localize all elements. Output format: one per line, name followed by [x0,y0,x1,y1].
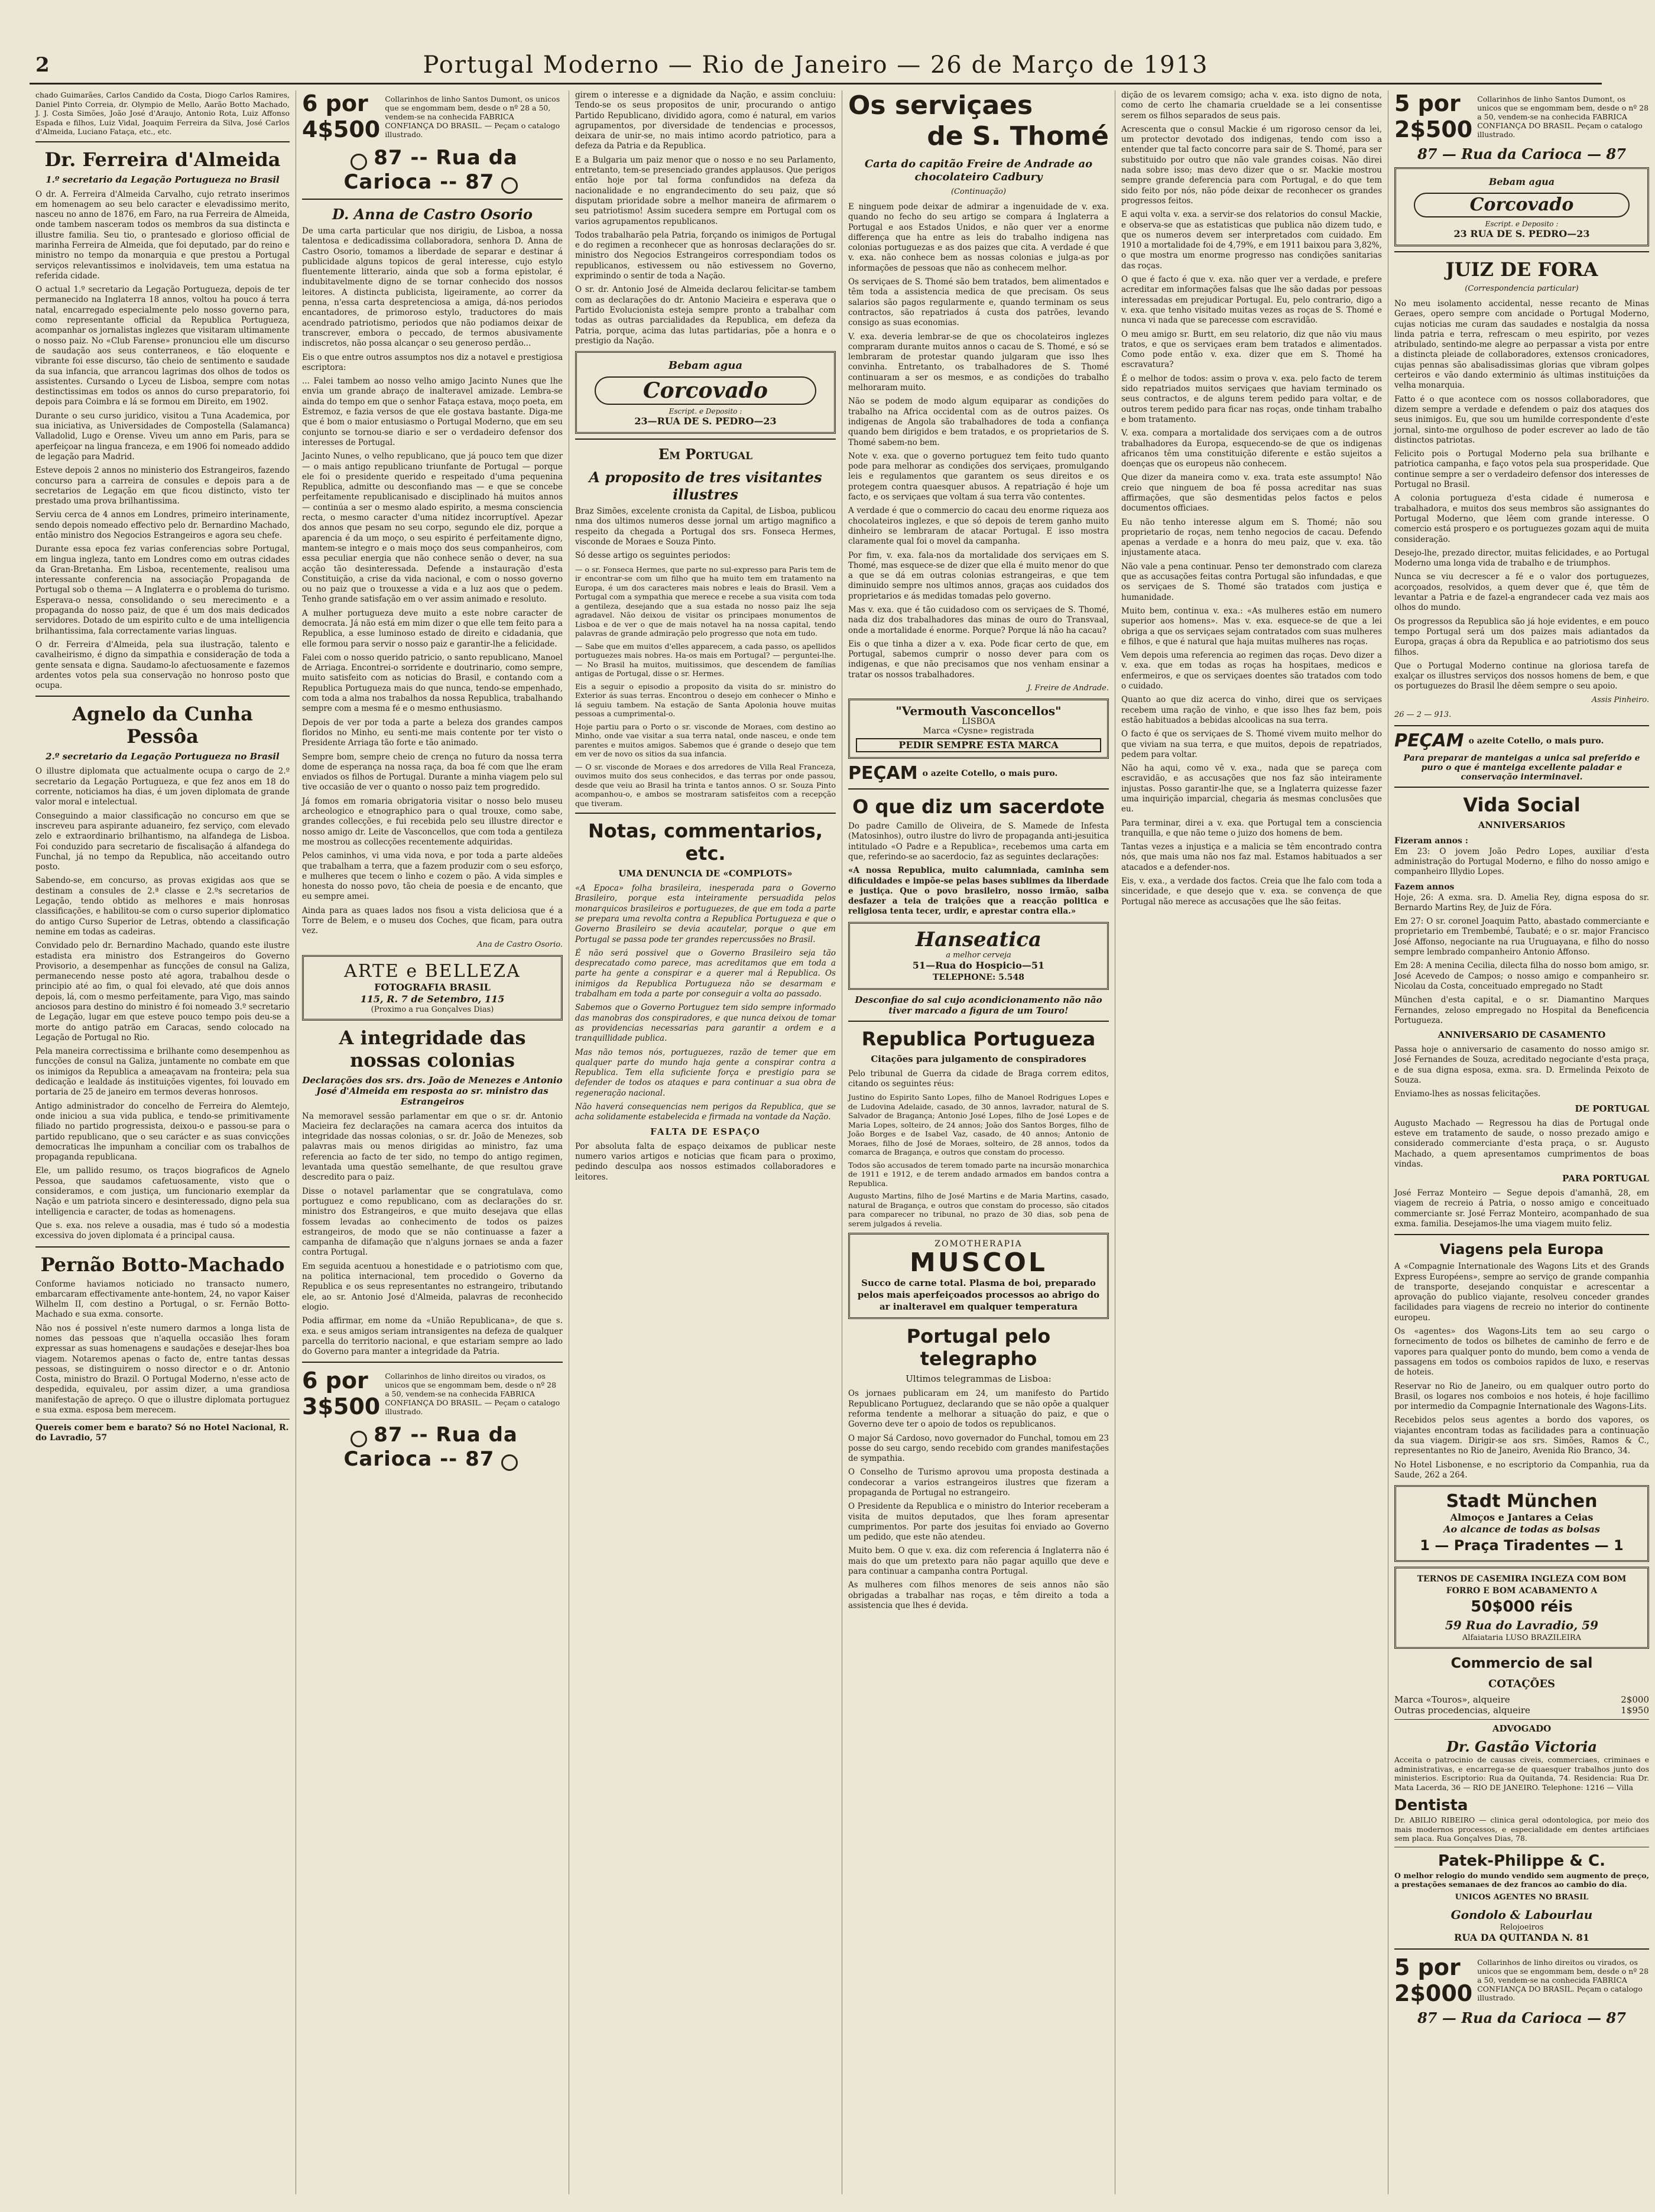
subhead: UNICOS AGENTES NO BRASIL [1455,1892,1589,1902]
ad-address: 87 -- Rua da Carioca -- 87 [343,1423,518,1471]
divider [35,696,290,697]
paragraph: É não será possivel que o Governo Brasileiro seja tão desprecatado como parece, mas acreditamos que em toda a parte ha gente a conspirar e a querer mal á Republica. Os inimigos da Republica Portugueza não se desarmam e trabalham em toda a parte por conseguir a volta ao passado. [575,948,836,999]
ad-line: Relojoeiros [1500,1922,1544,1932]
paragraph: Em 23: O jovem João Pedro Lopes, auxiliar d'esta administração do Portugal Moderno, e filho do nosso amigo e companheiro Illydio Lopes. [1394,846,1649,877]
signature: J. Freire de Andrade. [1027,684,1109,693]
paragraph: Os progressos da Republica são já hoje evidentes, e em pouco tempo Portugal será um dos paizes mais adiantados da Europa, graças á obra da Republica e ao patriotismo dos seus filhos. [1394,616,1649,657]
divider [575,438,836,440]
ad-address: 59 Rua do Lavradio, 59 [1445,1618,1598,1633]
subhead: ANNIVERSARIO DE CASAMENTO [1437,1029,1606,1041]
article-title: Dr. Ferreira d'Almeida [44,148,281,171]
paragraph: O dr. Ferreira d'Almeida, pela sua ilustração, talento e cavalheirismo, é digno da simpathia e consideração de toda a gente sensata e digna. Saudamo-lo afectuosamente e fazemos ardentes votos pela sua conservação no honroso posto que ocupa. [35,639,290,691]
paragraph: Convidado pelo dr. Bernardino Machado, quando este ilustre estadista era ministro dos Estrangeiros do Governo Provisorio, a desempenhar as funcções de consul na Galiza, permanecendo nesse posto até agora, trabalhou desde o principio até ao fim, o qual foi elevado, até que dois annos depois, lá, com o mesmo perfeitamente, para Vigo, mas saindo anciosos para destino do ministro é foi nomeado 3.º secretario de Legação, lugar em que esteve pouco tempo pois deu-se a morte do antigo patrão em Caracas, sendo colocado na Legação de Portugal no Rio. [35,941,290,1042]
columns [30,90,1649,2194]
paragraph: O facto é que os serviçaes de S. Thomé vivem muito melhor do que viviam na sua terra, e que muitos, depois de repatriados, pedem para voltar. [1121,729,1382,759]
paragraph: Pelos caminhos, vi uma vida nova, e por toda a parte aldeões que trabalham a terra, que a fazem produzir com o seu esforço, e mulheres que tecem o linho e cozem o pão. A vida simples e honesta do nosso povo, tão cheia de poesia e de encanto, que eu sempre amei. [302,851,563,902]
paragraph: Não ha aqui, como vê v. exa., nada que se pareça com escravidão, e as accusações que nos faz são inteiramente injustas. Posso garantir-lhe que, se a Inglaterra quizesse fazer uma inquirição imparcial, chegaria ás mesmas conclusões que eu. [1121,764,1382,814]
price-value: 2$000 [1621,1694,1649,1706]
ad-line: ZOMOTHERAPIA [934,1239,1023,1249]
ad-text: Collarinhos de linho Santos Dumont, os unicos que se engommam bem, desde o nº 28 a 50, vendem-se na conhecida FABRICA CONFIANÇA DO BRASIL. Peçam o catalogo illustrado. [1477,94,1649,139]
price-value: 1$950 [1621,1705,1649,1716]
paragraph: E a Bulgaria um paiz menor que o nosso e no seu Parlamento, entretanto, tem-se presenciado grandes applausos. Que perigos então hoje por tal forma confundidos na defeza da nacionalidade e no engrandecimento do seu paiz, que só disputam prioridade sobre a melhor maneira de afirmarem o seu patriotismo! Assim sucedera sempre em Portugal com os varios agrupamentos republicanos. [575,155,836,226]
paragraph: Jacinto Nunes, o velho republicano, que já pouco tem que dizer — o mais antigo republicano triunfante de Portugal — porque ele foi o presidente querido e respeitado d'uma pequenina Republica, admitte ou desconfiando mas — e que se concebe perfeitamente republicanisado e disciplinado há muitos annos — continúa a ser o mesmo alado espirito, a mesma consciencia recta, o mesmo caracter d'uma nitidez incorruptível. Apezar dos annos que pesam no seu corpo, segundo ele diz, porque a aparencia é da um moço, o seu espirito é perfeitamente digno, mantem-se integro e o mais moço dos seus companheiros, com essa peculiar energia que não conhece senão o dever, na sua acção tão desinteressada. Defende a instauração d'esta Constituição, a crise da vida nacional, e com o nosso governo ou no paiz que o trouxesse a vida e a luz aos que o pedem. Tenho grande satisfação em o ver assim animado e resoluto. [302,452,563,605]
ad-address: 87 — Rua da Carioca — 87 [1417,145,1626,163]
water-ad [575,351,836,434]
divider [575,813,836,814]
paragraph: Acceita o patrocinio de causas civeis, commerciaes, criminaes e administrativas, e encarrega-se de quaesquer trabalhos junto dos ministerios. Escriptorio: Rua da Quitanda, 74. Residencia: Rua Dr. Mata Lacerda, 36 — RIO DE JANEIRO. Telephone: 1216 — Villa [1394,1755,1649,1792]
paragraph: Tantas vezes a injustiça e a malicia se têm encontrado contra nós, que mais uma não nos faz mal. Estamos habituados a ser atacados e a defender-nos. [1121,842,1382,872]
paragraph: Mas não temos nós, portuguezes, razão de temer que em qualquer parte do mundo haja gente a conspirar contra a Republica. Tem ella suficiente força e prestigio para se defender de todos os ataques e para continuar a sua obra de regeneração nacional. [575,1047,836,1098]
ad-line: Almoços e Jantares a Ceias [1450,1512,1594,1524]
paragraph: Eis, v. exa., a verdade dos factos. Creia que lhe falo com toda a sinceridade, e que desejo que v. exa. se convença de que Portugal não merece as accusações que lhe são feitas. [1121,876,1382,907]
paragraph: O meu amigo sr. Burtt, em seu relatorio, diz que não viu maus tratos, e que os serviçaes eram bem tratados e alimentados. Como pode então v. exa. dizer que em S. Thomé ha escravatura? [1121,329,1382,370]
paragraph: E aqui volta v. exa. a servir-se dos relatorios do consul Mackie, e observa-se que as estatisticas que publica não dizem tudo, e que os numeros devem ser interpretados com cuidado. Em 1910 a mortalidade foi de 4,79%, e em 1911 baixou para 3,82%, o que mostra um enorme progresso nas condições sanitarias das roças. [1121,210,1382,271]
article-title: Notas, commentarios, etc. [588,820,823,865]
ad-line: (Proximo a rua Gonçalves Dias) [371,1005,494,1014]
paragraph: O major Sá Cardoso, novo governador do Funchal, tomou em 23 posse do seu cargo, sendo recebido com grandes manifestações de sympathia. [848,1433,1109,1464]
page-header [30,47,1602,85]
article-title: Commercio de sal [1450,1655,1593,1672]
paragraph: Que s. exa. nos releve a ousadia, mas é tudo só a modestia excessiva do joven diplomata é a principal causa. [35,1220,290,1241]
ad-title: Hanseatica [915,927,1042,951]
ad-line: Gondolo & Labourlau [1450,1907,1593,1922]
signature: Assis Pinheiro. [1591,695,1649,704]
paragraph: Muito bem, continua v. exa.: «As mulheres estão em numero superior aos homens». Mas v. exa. esquece-se de que a lei obriga a que os serviçaes sejam contratados com suas mulheres e filhos, e que é natural que haja muitas mulheres nas roças. [1121,606,1382,647]
article-title: Portugal pelo telegrapho [906,1325,1051,1370]
paragraph: Quanto ao que diz acerca do vinho, direi que os serviçaes recebem uma ração de vinho, e que isso lhes faz bem, pois estão habituados a bebidas alcoolicas na sua terra. [1121,695,1382,725]
ad-price: 50$000 réis [1471,1598,1573,1616]
subhead: COTAÇÕES [1488,1678,1556,1691]
paragraph: Não vale a pena continuar. Penso ter demonstrado com clareza que as accusações feitas contra Portugal são infundadas, e que os serviçaes de S. Thomé são tratados com justiça e humanidade. [1121,561,1382,602]
paragraph: Podia affirmar, em nome da «União Republicana», de que s. exa. e seus amigos seriam intransigentes na defeza de qualquer parcella do territorio nacional, e que estariam sempre ao lado do Governo para manter a integridade da Patria. [302,1316,563,1357]
salt-slogan: Desconfiae do sal cujo acondicionamento não não tiver marcado a figura de um Touro! [855,994,1102,1016]
column-3 [569,90,842,2194]
paragraph: Pela maneira correctissima e brilhante como desempenhou as funcções de consul na Galiza, juntamente no combate em que os inimigos da Republica a ameaçavam na fronteira; pela sua dedicação e lealdade ás instituições vigentes, foi louvado em portaria de 25 de janeiro em termos deveras honrosos. [35,1047,290,1097]
muscol-ad [848,1233,1109,1319]
ad-title: Dr. Gastão Victoria [1446,1738,1597,1756]
paragraph: Eis o que tinha a dizer a v. exa. Pode ficar certo de que, em Portugal, sabemos cumprir o nosso dever para com os indigenas, e que não precisamos que nos venham ensinar a tratar os nossos trabalhadores. [848,639,1109,680]
paragraph: Para terminar, direi a v. exa. que Portugal tem a consciencia tranquilla, e que não teme o juizo dos homens de bem. [1121,818,1382,838]
ad-line: Ao alcance de todas as bolsas [1443,1524,1600,1535]
price-row [1394,1694,1649,1705]
paragraph: Sabendo-se, em concurso, as provas exigidas aos que se destinam a consules de 2.ª classe e 2.ºs secretarios de Legação, tendo obtido as melhores e mais honrosas classificações, e habilitou-se com o curso superior diplomatico do antigo Curso Superior de Letras, obtendo a classificação nemine em todas as cadeiras. [35,876,290,937]
paragraph: Esteve depois 2 annos no ministerio dos Estrangeiros, fazendo concurso para a carreira de consules e depois para a de secretarios de Legação em que ficou distincto, visto ter prestado uma prova brilhantissima. [35,466,290,506]
paragraph: Fatto é o que acontece com os nossos collaboradores, que dizem sempre a verdade e defendem o paiz dos ataques dos seus inimigos. Eu, que sou um humilde correspondente d'este jornal, sinto-me orgulhoso de poder escrever ao lado de tão distinctos patriotas. [1394,394,1649,445]
ad-title: Corcovado [1414,193,1630,217]
paragraph: Dr. ABILIO RIBEIRO — clinica geral odontologica, por meio dos mais modernos processos, e especialidade em dentes artificiaes sem placa. Rua Gonçalves Dias, 78. [1394,1815,1649,1843]
divider [1394,1719,1649,1720]
vermouth-ad [848,699,1109,759]
paragraph: O actual 1.º secretario da Legação Portugueza, depois de ter permanecido na Inglaterra 18 annos, voltou ha pouco á terra natal, encarregado especialmente pelo nosso governo para, como representante official da Republica Portugueza, acompanhar os jornalistas inglezes que visitaram ultimamente o nosso paiz. No «Club Farense» pronunciou elle um discurso de saudação aos seus conterraneos, e tão eloquente e vibrante foi esse discurso, tão cheio de sentimento e saudade da sua infancia, que arrancou lagrimas dos olhos de todos os assistentes. Cursando o Lyceu de Lisboa, sempre com notas destinctissimas em todos os annos do curso preparatorio, foi depois para Coimbra e lá se formou em Direito, em 1902. [35,285,290,407]
paragraph: Eis a seguir o episodio a proposito da visita do sr. ministro do Exterior ás suas terras. Encontrou o desejo em conhecer o Minho e lá seguiu tambem. Na estação de Santa Apolonia houve muitas pessoas a cumprimental-o. [575,681,836,719]
ad-line: 51—Rua do Hospicio—51 [912,959,1045,971]
ad-line: Marca «Cysne» registrada [923,726,1034,736]
article-subtitle: Citações para julgamento de conspiradores [871,1053,1086,1064]
paragraph: A colonia portugueza d'esta cidade é numerosa e trabalhadora, e muitos dos seus membros são assignantes do Portugal Moderno, que lêem com grande interesse. O comercio está prospero e os portuguezes gozam aqui de muita consideração. [1394,493,1649,544]
divider [1394,787,1649,788]
paragraph: Em 27: O sr. coronel Joaquim Patto, abastado commerciante e proprietario em Trembembé, Taubaté; e o sr. major Francisco José Affonso, negociante na rua Uruguayana, e filho do nosso sempre lembrado companheiro Antonio Affonso. [1394,917,1649,957]
paragraph: Pelo tribunal de Guerra da cidade de Braga correm editos, citando os seguintes réus: [848,1068,1109,1089]
page-number: 2 [35,53,50,77]
paragraph: E ninguem pode deixar de admirar a ingenuidade de v. exa. quando no fecho do seu artigo se compara á Inglaterra a Portugal e aos Estados Unidos, e não quer ver a enorme differença que ha entre as leis do trabalho indigena nas colonias portuguezas e as dos paizes que cita. A verdade é que v. exa. não conhece bem as nossas colonias e julga-as por informações de pessoas que não as conhecem melhor. [848,202,1109,273]
paragraph: Serviu cerca de 4 annos em Londres, primeiro interinamente, sendo depois nomeado effectivo pelo dr. Bernardino Machado, então ministro dos Negocios Estrangeiros e agora seu chefe. [35,510,290,540]
paragraph: De uma carta particular que nos dirigiu, de Lisboa, a nossa talentosa e dedicadissima collaboradora, senhora D. Anna de Castro Osorio, tomamos a liberdade de separar e destinar á publicidade alguns topicos de geral interesse, cujo estylo fluentemente litterario, ainda que sob a forma epistolar, é indubitavelmente digno de se tornar conhecido dos nossos leitores. A distincta publicista, ligeiramente, ao correr da penna, n'essa carta despretenciosa a amiga, dá-nos periodos encantadores, de primoroso estylo, traductores do mais acendrado patriotismo, periodos que não podiamos deixar de transcrever, embora o peccado, de termos abusivamente indiscretos, não possa alcançar o seu generoso perdão... [302,226,563,349]
paragraph: Nunca se viu decrescer a fé e o valor dos portuguezes, acorçoados, resolvidos, a quem dever que é, que têm de levantar a Patria e de fazel-a engrandecer cada vez mais aos olhos do mundo. [1394,572,1649,613]
paragraph: Por absoluta falta de espaço deixamos de publicar neste numero varios artigos e noticias que ficam para o proximo, pedindo desculpa aos nossos estimados collaboradores e leitores. [575,1141,836,1182]
ad-address-row [1394,2010,1649,2026]
paragraph: No Hotel Lisbonense, e no escriptorio da Companhia, rua da Saude, 262 a 264. [1394,1460,1649,1480]
paragraph: Enviamo-lhes as nossas felicitações. [1394,1089,1541,1099]
ad-line: Para preparar de manteigas a unica sal preferido e puro o que é manteiga excellente paladar e conservação interminavel. [1403,753,1640,782]
hotel-ad: Quereis comer bem e barato? Só no Hotel Nacional, R. do Lavradio, 57 [35,1423,289,1443]
ad-line: o azeite Cotello, o mais puro. [1468,736,1604,746]
restaurant-ad [1394,1485,1649,1562]
ad-line: Succo de carne total. Plasma de boi, preparado pelos mais aperfeiçoados processos ao abrigo do ar inalteravel em qualquer temperatura [857,1278,1100,1313]
article-title: A integridade das nossas colonias [339,1026,526,1071]
divider [35,1419,290,1420]
paragraph: Disse o notavel parlamentar que se congratulava, como portuguez e como republicano, com as declarações do sr. ministro dos Estrangeiros, e que muito desejava que ellas fossem levadas ao conhecimento de todos os paizes estrangeiros, de modo que se não continuasse a fazer a campanha de difamação que n'alguns jornaes se anda a fazer contra Portugal. [302,1186,563,1258]
article-title: JUIZ DE FORA [1445,258,1598,281]
paragraph: Não se podem de modo algum equiparar as condições do trabalho na Africa occidental com as de outros paizes. Os indigenas de Angola são trabalhadores de toda a confiança quando bem dirigidos e bem tratados, e os proprietarios de S. Thomé sabem-no bem. [848,397,1109,447]
divider [848,788,1109,790]
column-4 [842,90,1115,2194]
paragraph: «A nossa Republica, muito calumniada, caminha sem dificuldades e impõe-se pelas bases sublimes da liberdade e justiça. Que o povo brasileiro, nosso irmão, saiba desfazer a teia de traições que a reacção politica e religiosa tenta tecer, urdir, e aprestar contra ella.» [848,866,1109,917]
paragraph: Justino do Espirito Santo Lopes, filho de Manoel Rodrigues Lopes e de Ludovina Adelaide, casado, de 30 annos, lavrador, natural de S. Salvador de Bragança; Antonio José Lopes, filho de José Lopes e de Maria Lopes, solteiro, de 24 annos; João dos Santos Borges, filho de João Borges e de Isabel Vaz, casado, de 40 annos; Antonio de Moraes, filho de José de Moraes, solteiro, de 28 annos, todos da comarca de Bragança, e outros que constam do processo. [848,1093,1109,1157]
paragraph: Falei com o nosso querido patricio, o santo republicano, Manoel de Arriaga. Encontrei-o sorridente e doutrinario, como sempre, muito satisfeito com as noticias do Brasil, e contando com a Republica Portugueza mais do que nunca, tendo-se empenhado, com toda a alma nos trabalhos da nossa Republica, trabalhando sempre com a mesma fé e o mesmo enthusiasmo. [302,652,563,714]
paragraph: Em seguida acentuou a honestidade e o patriotismo com que, na politica internacional, tem procedido o Governo da Republica e os seus representantes no estrangeiro, tributando ele, ao sr. Antonio José d'Almeida, palavras de reconhecido elogio. [302,1261,563,1312]
column-6 [1388,90,1655,2194]
paragraph: «A Epoca» folha brasileira, inesperada para o Governo Brasileiro, porque esta inteiramente persuadida pelos monarquicos brasileiros e portuguezes, de que em toda a parte se prepara uma revolta contra a Republica Portugueza e que o Governo Brasileiro se devia acautelar, porque o que em Portugal se passa pode ter grandes repercussões no Brasil. [575,883,836,944]
article-title: Republica Portugueza [861,1027,1096,1050]
paragraph: Muito bem. O que v. exa. diz com referencia á Inglaterra não é mais do que um pretexto para não pagar aquillo que deve e para continuar a campanha contra Portugal. [848,1546,1109,1577]
ad-address: 87 -- Rua da Carioca -- 87 [343,146,518,194]
subhead: DE PORTUGAL [1575,1103,1649,1114]
paragraph: O dr. A. Ferreira d'Almeida Carvalho, cujo retrato inserimos em homenagem ao seu belo caracter e elevadissimo merito, nasceu no anno de 1876, em Faro, na rua Ferreira de Almeida, onde tambem nasceram todos os membros da sua distincta e illustre familia. Seu tio, o prantesado e glorioso official de marinha Ferreira de Almeida, que foi deputado, par do reino e ministro no tempo da monarquia e que prestou a Portugal serviços relevantissimos e inolvidaveis, tem uma estatua na referida cidade. [35,189,290,281]
ad-title: Dentista [1394,1797,1468,1815]
paragraph: Augusto Martins, filho de José Martins e de Maria Martins, casado, natural de Bragança, e outros que constam do processo, são citados para comparecer no tribunal, no prazo de 30 dias, sob pena de serem julgados á revelia. [848,1191,1109,1228]
paragraph: Durante o seu curso juridico, visitou a Tuna Academica, por sua iniciativa, as Universidades de Compostella (Salamanca) Valladolid, Lugo e Orense. Viveu um anno em Paris, para se aperfeiçoar na lingua franceza, e em 1906 foi nomeado addido de legação para Madrid. [35,411,290,462]
section-title: Em Portugal [658,446,753,463]
ornament-icon [501,1454,518,1471]
guest-list: chado Guimarães, Carlos Candido da Costa, Diogo Carlos Ramires, Daniel Pinto Correia, dr. Olympio de Mello, Aarão Botto Machado, J. J. Costa Simões, João José d'Araujo, Antonio Rota, Luiz Affonso Espada e filhos, Luiz Vidal, Joaquim Ferreira da Silva, José Carlos d'Almeida, Luciano Fataça, etc., etc. [35,90,290,136]
divider [35,141,290,142]
subhead: ANNIVERSARIOS [1478,819,1566,830]
paragraph: Não haverá consequencias nem perigos da Republica, que se acha solidamente estabelecida e firmada na vontade da Nação. [575,1102,836,1122]
article-title: D. Anna de Castro Osorio [332,206,533,223]
paragraph: O melhor relogio do mundo vendido sem augmento de preço, a prestações semanaes de dez francos ao cambio do dia. [1394,1870,1649,1889]
subhead: ADVOGADO [1492,1723,1552,1734]
collar-ad [1394,1954,1649,2006]
divider [35,1246,290,1248]
ad-line: PEDIR SEMPRE ESTA MARCA [856,738,1101,752]
paragraph: — o sr. Fonseca Hermes, que parte no sul-expresso para Paris tem de ir encontrar-se com um filho que ha muito tem em tratamento na Europa, é um dos caracteres mais nobres e leais do Brasil. Vem a Portugal com a sympathia que merece e recebe a sua visita com toda a gentileza, desejando que a sua estada no nosso paiz lhe seja agradavel. Não deixou de visitar os principaes monumentos de Lisboa e de ver o que de mais notavel ha na nossa capital, tendo palavras de grande admiração pelo progresso que nota em tudo. [575,564,836,638]
ornament-icon [351,154,367,170]
paragraph: Já fomos em romaria obrigatoria visitar o nosso belo museu archeologico e etnographico para o qual trouxe, como sabe, grandes collecções, e fui recebida pelo seu illustre director e nosso amigo dr. Leite de Vasconcellos, que com toda a gentileza me mostrou as collecções recentemente adquiridas. [302,796,563,847]
paragraph: Sabemos que o Governo Portuguez tem sido sempre informado das manobras dos conspiradores, e que nunca deixou de tomar as providencias necessarias para garantir a ordem e a tranquillidade publica. [575,1003,836,1044]
divider [1394,251,1649,252]
paragraph: O Conselho de Turismo aprovou uma proposta destinada a condecorar a varios estrangeiros ilustres que fizeram a propaganda de Portugal no estrangeiro. [848,1467,1109,1498]
paragraph: — O sr. visconde de Moraes e dos arredores de Villa Real Franceza, ouvimos muito dos seus conhecidos, e das terras por onde passou, desde que veiu ao Brasil ha trinta e tantos annos. O sr. Souza Pinto acompanhou-o, e ambos se mostraram satisfeitos com a recepção que tiveram. [575,762,836,808]
continuation-note: (Continuação) [950,187,1007,196]
paragraph: Passa hoje o anniversario de casamento do nosso amigo sr. José Fernandes de Souza, acreditado negociante d'esta praça, e de sua digna esposa, exma. sra. D. Ermelinda Peixoto de Souza. [1394,1045,1649,1086]
ornament-icon [351,1431,367,1447]
ad-line: 1 — Praça Tiradentes — 1 [1420,1537,1624,1554]
ad-title: Stadt München [1446,1491,1598,1512]
divider [1394,1234,1649,1235]
ad-address: 87 — Rua da Carioca — 87 [1417,2009,1626,2026]
paragraph: Antigo administrador do concelho de Ferreira do Alemtejo, onde iniciou a sua vida publica, e tendo-se primitivamente filiado no partido progressista, deixou-o e passou-se para o partido republicano, que o seu carácter e as suas convicções democraticas lhe impunham a conciliar com os trabalhos de propaganda republicana. [35,1101,290,1162]
paragraph: Conforme haviamos noticiado no transacto numero, embarcaram effectivamente ante-hontem, 24, no vapor Kaiser Wilhelm II, com destino a Portugal, o sr. Fernão Botto-Machado e sua exma. consorte. [35,1279,290,1320]
paragraph: Vem depois uma referencia ao regimen das roças. Devo dizer a v. exa. que em todas as roças ha hospitaes, medicos e enfermeiros, e que os serviçaes doentes são tratados com todo o cuidado. [1121,651,1382,691]
header-title: Portugal Moderno — Rio de Janeiro — 26 de Março de 1913 [423,51,1209,79]
paragraph: O Presidente da Republica e o ministro do Interior receberam a visita de muitos deputados, que lhes foram apresentar cumprimentos. Por parte dos jesuitas foi enviado ao Governo um pedido, que este não atendeu. [848,1502,1109,1542]
article-subtitle: Ultimos telegrammas de Lisboa: [906,1373,1052,1385]
collar-ad [302,90,563,142]
ad-line: TELEPHONE: 5.548 [933,972,1024,982]
ad-title: PEÇAM [848,763,918,784]
price-row [1394,1705,1649,1716]
paragraph: Do padre Camillo de Oliveira, de S. Mamede de Infesta (Matosinhos), outro ilustre do livro de propaganda anti-jesuitica intitulado «O Padre e a Republica», recebemos uma carta em que, referindo-se ao sacerdocio, faz as seguintes declarações: [848,821,1109,862]
paragraph: José Ferraz Monteiro — Segue depois d'amanhã, 28, em viagem de recreio á Patria, o nosso amigo e conceituado commerciante sr. José Ferraz Monteiro, acompanhado de sua exma. familia. Desejamos-lhe uma viagem muito feliz. [1394,1188,1649,1229]
ad-line: 115, R. 7 de Setembro, 115 [360,993,505,1005]
paragraph: Todos trabalharão pela Patria, forçando os inimigos de Portugal e do regimen a reconhecer que as honrosas declarações do sr. ministro dos Negocios Estrangeiros correspondiam todos os republicanos, estivessem ou não estivessem no Governo, exprimindo o sentir de toda a Nação. [575,230,836,281]
article-subtitle: 1.º secretario da Legação Portugueza no Brasil [46,174,280,185]
article-subtitle: Declarações dos srs. drs. João de Menezes e Antonio José d'Almeida em resposta ao sr. ministro das Estrangeiros [302,1074,563,1107]
price-label: Outras procedencias, alqueire [1394,1705,1530,1716]
paragraph: Que dizer da maneira como v. exa. trata este assumpto! Não creio que ninguem de boa fé possa acreditar nas suas affirmações, que são desmentidas pelos factos e pelos documentos officiaes. [1121,473,1382,514]
water-ad [1394,167,1649,246]
paragraph: Desejo-lhe, prezado director, muitas felicidades, e ao Portugal Moderno uma longa vida de trabalho e de triumphos. [1394,548,1649,569]
paragraph: Na memoravel sessão parlamentar em que o sr. dr. Antonio Macieira fez declarações na camara acerca dos intuitos da integridade das nossas colonias, o sr. dr. João de Menezes, sob palavras mais ou menos dirigidas ao ministro, faz uma referencia ao facto de ter sido, no tempo do antigo regimen, levantada uma questão semelhante, de que resultou grave descredito para o paiz. [302,1111,563,1183]
ad-line: LISBOA [962,717,995,727]
olive-oil-ad [1394,731,1649,751]
paragraph: Os jornaes publicaram em 24, um manifesto do Partido Republicano Portuguez, declarando que se não opõe a qualquer reforma tendente a melhorar a situação do paiz, e que o Governo deve ter o apoio de todos os republicanos. [848,1389,1109,1430]
paragraph: Depois de ver por toda a parte a beleza dos grandes campos floridos no Minho, eu senti-me mais contente por ter visto o Presidente Arriaga tão forte e tão animado. [302,717,563,748]
ad-price: 6 por 4$500 [302,90,381,142]
column-2 [296,90,569,2194]
paragraph: Sempre bom, sempre cheio de crença no futuro da nossa terra dome de esperança na nossa raça, da boa fé com que lhe eram enviados os filhos de Portugal. Durante a minha viagem pelo sul tive occasião de ver o quanto o nosso paiz tem progredido. [302,752,563,792]
paragraph: Augusto Machado — Regressou ha dias de Portugal onde esteve em tratamento de saude, o nosso prezado amigo e considerado commerciante d'esta praça, o sr. Augusto Machado, a quem apresentamos cumprimentos de boas vindas. [1394,1118,1649,1169]
paragraph: Hoje, 26: A exma. sra. D. Amelia Rey, digna esposa do sr. Bernardo Martins Rey, de Juiz de Fóra. [1394,892,1649,912]
ad-title: ARTE e BELLEZA [344,960,521,982]
paragraph: Os serviçaes de S. Thomé são bem tratados, bem alimentados e têm toda a assistencia medica de que precisam. Os seus salarios são pagos regularmente e, quando terminam os seus contractos, são repatriados á custa dos patrões, levando consigo as suas economias. [848,277,1109,328]
paragraph: Mas v. exa. que é tão cuidadoso com os serviçaes de S. Thomé, nada diz dos trabalhadores das minas de ouro do Transvaal, onde a mortalidade é enorme. Porque? Porque lá não ha cacau? [848,605,1109,635]
ad-line: Escript. e Deposito : [1485,220,1559,228]
ad-price: 5 por 2$000 [1394,1954,1473,2006]
paragraph: München d'esta capital, e o sr. Diamantino Marques Fernandes, zeloso empregado no Hospital da Beneficencia Portugueza. [1394,995,1649,1025]
ad-text: Collarinhos de linho direitos ou virados, os unicos que se engommam bem, desde o nº 28 a 50, vendem-se na conhecida FABRICA CONFIANÇA DO BRASIL. Peçam o catalogo illustrado. [1477,1958,1649,2003]
paragraph: Hoje partiu para o Porto o sr. visconde de Moraes, com destino ao Minho, onde vae visitar a sua terra natal, onde nasceu, e onde tem parentes e muitos amigos. Sabemos que é grande o desejo que tem em ver de novo os sitios da sua infancia. [575,722,836,759]
paragraph: Todos são accusados de terem tomado parte na incursão monarchica de 1911 e 1912, e de terem andado armados em bandos contra a Republica. [848,1160,1109,1188]
paragraph: Eu não tenho interesse algum em S. Thomé; não sou proprietario de roças, nem tenho negocios de cacau. Defendo apenas a verdade e a honra do meu paiz, que v. exa. tão injustamente ataca. [1121,517,1382,558]
paragraph: Felicito pois o Portugal Moderno pela sua brilhante e patriotica campanha, e faço votos pela sua prosperidade. Que continue sempre a ser o verdadeiro defensor dos interesses de Portugal no Brasil. [1394,449,1649,490]
divider [302,1362,563,1363]
paragraph: Conseguindo a maior classificação no concurso em que se inscreveu para aspirante aduaneiro, fez serviço, com elevado zelo e extraordinario brilhantismo, na alfandega de Lisboa. Foi conduzido para secretario de fiscalisação á alfandega do Funchal, já no tempo da Republica, não acceitando outro posto. [35,811,290,872]
paragraph: Durante essa epoca fez varias conferencias sobre Portugal, em lingua ingleza, tanto em Londres como em outras cidades da Gran-Bretanha. Em Lisboa, recentemente, realisou uma interessante conferencia na associação Propaganda de Portugal sob o thema — A Inglaterra e o problema do turismo. Esperava-o nessa, consolidando o seu merecimento e a propaganda do nosso paiz, de que é um dos mais dedicados servidores. Dotado de um espirito culto e de uma intelligencia brilhantissima, fala correctamente varias linguas. [35,544,290,636]
article-title: Agnelo da Cunha Pessôa [72,703,253,748]
article-title: Pernão Botto-Machado [40,1253,285,1276]
paragraph: O illustre diplomata que actualmente ocupa o cargo de 2.º secretario da Legação Portugueza, e que fez anos em 18 do corrente, noticiamos ha dias, é um joven diplomata de grande valor moral e intelectual. [35,766,290,807]
paragraph: Braz Simões, excelente cronista da Capital, de Lisboa, publicou nma dos ultimos numeros desse jornal um artigo magnifico a respeito da chegada a Portugal dos srs. Fonseca Hermes, visconde de Moraes e Souza Pinto. [575,506,836,547]
column-5 [1115,90,1388,2194]
paragraph: ... Falei tambem ao nosso velho amigo Jacinto Nunes que lhe envia um grande abraço de inalteravel amizade. Lembra-se ainda do tempo em que o senhor Fataça estava, moço poeta, em Estremoz, e fazia versos de que ele gostava bastante. Diga-me que é bom o maior entusiasmo o Portugal Moderno, que em seu conjunto se tornou-se diario e ser o verdadeiro defensor dos interesses de Portugal. [302,376,563,447]
paragraph: Note v. exa. que o governo portuguez tem feito tudo quanto pode para melhorar as condições dos serviçaes, promulgando leis e regulamentos que garantem os seus direitos e os protegem contra quaesquer abusos. A repatriação é hoje um facto, e os serviçaes que voltam á sua terra vão contentes. [848,451,1109,502]
ad-address-row [1394,146,1649,163]
paragraph: Só desse artigo os seguintes periodos: [575,551,731,561]
ad-title: Patek-Philippe & C. [1438,1852,1605,1870]
ad-line: o azeite Cotello, o mais puro. [922,769,1058,779]
ad-text: Collarinhos de linho direitos ou virados, os unicos que se engommam bem, desde o nº 28 a 50, vendem-se na conhecida FABRICA CONFIANÇA DO BRASIL. — Peçam o catalogo illustrado. [385,1371,560,1416]
article-subtitle: Carta do capitão Freire de Andrade ao chocolateiro Cadbury [864,158,1093,183]
ad-line: a melhor cerveja [946,950,1011,960]
article-subtitle: 2.º secretario da Legação Portugueza no Brasil [46,751,280,762]
article-title: Viagens pela Europa [1439,1241,1604,1258]
paragraph: Ele, um pallido resumo, os traços biograficos de Agnelo Pessoa, que saudamos cafetuosamente, visto que o consideramos, e com justiça, um funcionario exemplar da Nação e um patriota sincero e desinteressado, digno pela sua intelligencia e caracter, de todas as homenagens. [35,1166,290,1217]
ad-title: Corcovado [595,376,816,405]
paragraph: O que é facto é que v. exa. não quer ver a verdade, e prefere acreditar em informações falsas que lhe são dadas por pessoas interessadas em prejudicar Portugal. Eu, pelo contrario, digo a v. exa. que tenho visitado muitas vezes as roças de S. Thomé e nunca vi nada que se parecesse com escravidão. [1121,275,1382,326]
paragraph: No meu isolamento accidental, nesse recanto de Minas Geraes, opero sempre com ancidade o Portugal Moderno, cujas noticias me curam das saudades e nostalgia da nossa linda patria e terra, refrescam o meu espirito, por vezes atribulado, sentindo-me alegre ao perpassar a vista por entre a distincta pleiade de collaboradores, extensos cronicadores, cujas pennas são abalisadissimas glorias que vibram golpes certeiros e vão dando exterminio ás ultimas instituições da velha monarquia. [1394,299,1649,391]
olive-oil-ad [848,764,1109,784]
divider [1394,1948,1649,1950]
ad-line: 23—RUA DE S. PEDRO—23 [634,415,777,427]
dateline: 26 — 2 — 913. [1394,710,1452,719]
subhead: Fizeram annos : [1394,836,1468,846]
paragraph: Não nos é possivel n'este numero darmos a longa lista de nomes das pessoas que n'aquella occasião lhes foram expressar as suas homenagens e saudações e desejar-lhes boa viagem. Notaremos apenas o facto de, entre tantas dessas pessoas, se distinguirem o nosso director e o dr. Antonio Costa, ministro do Brazil. O Portugal Moderno, n'esse acto de despedida, equivaleu, por assim dizer, a uma grandiosa manifestação de apreço. O que o illustre diplomata portuguez e sua exma. esposa bem merecem. [35,1323,290,1415]
article-title: A proposito de tres visitantes illustres [589,469,822,504]
paragraph: As mulheres com filhos menores de seis annos não são obrigadas a trabalhar nas roças, e têm direito a toda a assistencia que lhes é devida. [848,1580,1109,1610]
ad-line: TERNOS DE CASEMIRA INGLEZA COM BOM FORRO E BOM ACABAMENTO A [1417,1574,1627,1596]
paragraph: Por fim, v. exa. fala-nos da mortalidade dos serviçaes em S. Thomé, mas esquece-se de dizer que ella é muito menor do que a que se dá em outras colonias estrangeiras, e que tem diminuido sempre nos ultimos annos, graças aos cuidados dos proprietarios e ás medidas tomadas pelo governo. [848,550,1109,601]
paragraph: Ainda para as quaes lados nos fisou a vista deliciosa que é a Torre de Belem, e o museu dos Coches, que ficam, para outra vez. [302,905,563,936]
collar-ad [1394,90,1649,142]
paragraph: girem o interesse e a dignidade da Nação, e assim concluiu: Tendo-se os seus propositos de unir, procurando o antigo Partido Republicano, dividido agora, como é natural, em varios agrupamentos, por diversidade de tendencias e processos, deixara de unir-se, no mais intimo acordo patriotico, para a defeza da Patria e da Republica. [575,90,836,151]
tailor-ad [1394,1567,1649,1649]
column-1 [30,90,296,2194]
section-title: Vida Social [1463,793,1581,816]
collar-ad [302,1368,563,1420]
paragraph: Que o Portugal Moderno continue na gloriosa tarefa de exalçar os illustres serviços dos nossos homens de bem, e que os portuguezes do Brasil lhe dêem sempre o seu apoio. [1394,661,1649,691]
article-title: O que diz um sacerdote [852,795,1105,818]
paragraph: Recebidos pelos seus agentes a bordo dos vapores, os viajantes encontram todas as facilidades para a continuação da sua viagem. Dirigir-se aos srs. Simões, Ramos & C., representantes no Rio de Janeiro, Avenida Rio Branco, 34. [1394,1415,1649,1456]
paragraph: A verdade é que o commercio do cacau deu enorme riqueza aos chocolateiros inglezes, e que só depois de terem ganho muito dinheiro se lembraram de atacar Portugal. E isso mostra claramente qual foi o movel da campanha. [848,506,1109,547]
ornament-icon [501,177,518,194]
paragraph: Reservar no Rio de Janeiro, ou em qualquer outro porto do Brasil, os logares nos comboios e nos hoteis, é hoje facillimo por intermedio da Compagnie Internationale des Wagons-Lits. [1394,1381,1649,1412]
ad-address-row [302,146,563,194]
subhead: FALTA DE ESPAÇO [650,1126,761,1137]
paragraph: — Sabe que em muitos d'elles apparecem, a cada passo, os apellidos portuguezes mais nobres. Ha-os mais em Portugal? — perguntei-lhe. — No Brasil ha muitos, muitissimos, que descendem de famílias antigas de Portugal, disse o sr. Hermes. [575,641,836,678]
article-subtitle: (Correspondencia particular) [1465,284,1579,293]
paragraph: dição de os levarem comsigo; acha v. exa. isto digno de nota, como de certo lhe chamaria crueldade se a lei consentisse serem os filhos separados de seus pais. [1121,90,1382,121]
ad-address: RUA DA QUITANDA N. 81 [1454,1931,1589,1943]
article-subtitle: UMA DENUNCIA DE «COMPLOTS» [618,868,793,879]
ad-address-row [302,1423,563,1471]
beer-ad [848,922,1109,990]
divider [302,199,563,200]
paragraph: V. exa. compara a mortalidade dos serviçaes com a de outros trabalhadores da Europa, esquecendo-se de que os indigenas africanos têm uma constituição diferente e estão sujeitos a doenças que os europeus não conhecem. [1121,428,1382,469]
paragraph: O sr. dr. Antonio José de Almeida declarou felicitar-se tambem com as declarações do dr. Antonio Macieira e esperava que o Partido Evolucionista esteja sempre pronto a trabalhar com todas as outras parcialidades da Republica, em defeza da Patria, porque, acima das lutas partidarias, põe a honra e o prestigio da Nação. [575,285,836,346]
ad-price: 5 por 2$500 [1394,90,1473,142]
article-title: de S. Thomé [927,121,1109,151]
photo-studio-ad [302,955,563,1021]
ad-text: Collarinhos de linho Santos Dumont, os unicos que se engommam bem, desde o nº 28 a 50, vendem-se na conhecida FABRICA CONFIANÇA DO BRASIL. — Peçam o catalogo illustrado. [385,94,560,139]
ad-title: "Vermouth Vasconcellos" [895,704,1062,719]
paragraph: A «Compagnie Internationale des Wagons Lits et des Grands Express Européens», sempre ao serviço de grande companhia de transporte, desejando conquistar e acrescentar a aprovação do publico viajante, resolveu conceder grandes facilidades para viagens de recreio no interior do continente europeu. [1394,1262,1649,1323]
divider [1394,725,1649,726]
paragraph: Acrescenta que o consul Mackie é um rigoroso censor da lei, um protector devotado dos indigenas, tendo com isso a entender que tal facto concorre para sair de S. Thomé, para ser substituido por outro que não vale grandes coisas. Não direi nada sobre isso; mas devo dizer que o sr. Mackie mostrou sempre grande deferencia para com Portugal, e do que tem sido feito por nós, não póde deixar de reconhecer os grandes progressos feitos. [1121,124,1382,206]
ad-title: PEÇAM [1394,730,1464,751]
paragraph: V. exa. deveria lembrar-se de que os chocolateiros inglezes compraram durante muitos annos o cacau de S. Thomé, e só se lembraram de protestar quando julgaram que isso lhes convinha. Entretanto, os trabalhadores de S. Thomé continuaram a ser os mesmos, e as condições do trabalho melhoraram muito. [848,332,1109,393]
signature: Ana de Castro Osorio. [477,940,563,949]
ad-line: FOTOGRAFIA BRASIL [374,981,491,993]
ad-line: Escript. e Deposito : [669,407,742,416]
subhead: PARA PORTUGAL [1562,1173,1649,1184]
subhead: Fazem annos [1394,882,1455,892]
divider [848,1021,1109,1022]
paragraph: Em 28: A menina Cecilia, dilecta filha do nosso bom amigo, sr. José Acevedo de Campos; o nosso amigo e companheiro sr. Nicolau da Costa, conceituado empregado no Stadt [1394,961,1649,991]
ad-price: 6 por 3$500 [302,1368,381,1420]
ad-line: Alfaiataria LUSO BRAZILEIRA [1462,1633,1582,1643]
paragraph: A mulher portugueza deve muito a este nobre caracter de democrata. Já não está em mim dizer o que elle tem feito para a Republica, a esse luminoso estado de direito e cidadania, que elle formou para servir o nosso paiz e garantir-lhe a felicidade. [302,608,563,649]
paragraph: É o melhor de todos: assim o prova v. exa. pelo facto de terem sido repatriados muitos serviçaes que haviam terminado os seus contractos, e de alguns terem pedido para voltar, e de outros terem pedido para ficar nas roças, onde tinham trabalho e bom tratamento. [1121,373,1382,424]
paragraph: Os «agentes» dos Wagons-Lits tem ao seu cargo o fornecimento de todos os bilhetes de caminho de ferro e de vapores para qualquer ponto do mundo, bem como a venda de passagens em todos os comboios rapidos de luxo, e reservas de hoteis. [1394,1327,1649,1378]
paragraph: Eis o que entre outros assumptos nos diz a notavel e prestigiosa escriptora: [302,352,563,372]
ad-title: MUSCOL [910,1248,1047,1278]
ad-line: 23 RUA DE S. PEDRO—23 [1453,228,1590,239]
ad-line: Bebam agua [668,359,743,372]
article-title: Os serviçaes [848,90,1033,121]
ad-line: Bebam agua [1488,176,1555,187]
price-label: Marca «Touros», alqueire [1394,1694,1510,1706]
